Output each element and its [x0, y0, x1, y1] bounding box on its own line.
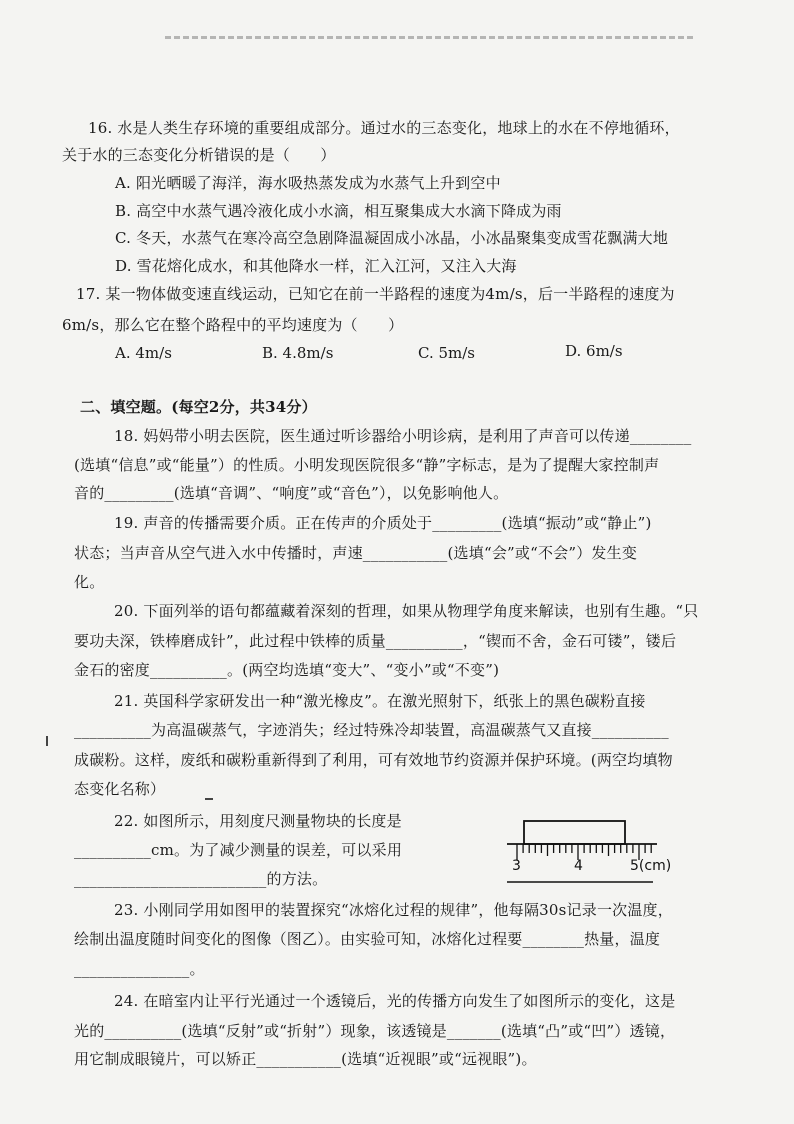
- ruler-label-4: 4: [574, 858, 583, 874]
- q19-line-1: 19. 声音的传播需要介质。正在传声的介质处于_________(选填“振动”或“静止”): [114, 514, 652, 532]
- q17-option-c: C. 5m/s: [418, 344, 475, 362]
- q17-option-d: D. 6m/s: [565, 342, 623, 360]
- q21-line-3: 成碳粉。这样，废纸和碳粉重新得到了利用，可有效地节约资源并保护环境。(两空均填物: [74, 751, 673, 769]
- measured-block: [524, 821, 625, 844]
- margin-mark: [46, 736, 48, 746]
- q20-line-1: 20. 下面列举的语句都蕴藏着深刻的哲理，如果从物理学角度来解读，也别有生趣。“只: [114, 602, 699, 620]
- q22-line-1: 22. 如图所示，用刻度尺测量物块的长度是: [114, 812, 402, 830]
- q21-line-2: __________为高温碳蒸气，字迹消失；经过特殊冷却装置，高温碳蒸气又直接__________: [74, 721, 669, 739]
- q17-stem: 17. 某一物体做变速直线运动，已知它在前一半路程的速度为4m/s，后一半路程的速度为: [76, 285, 675, 303]
- q20-line-2: 要功夫深，铁棒磨成针”，此过程中铁棒的质量__________，“锲而不舍，金石可镂”，镂后: [74, 632, 677, 650]
- q20-line-3: 金石的密度__________。(两空均选填“变大”、“变小”或“不变”): [74, 661, 500, 679]
- q24-line-3: 用它制成眼镜片，可以矫正___________(选填“近视眼”或“远视眼”)。: [74, 1050, 537, 1068]
- q22-line-2: __________cm。为了减少测量的误差，可以采用: [74, 841, 403, 859]
- q17-stem-cont: 6m/s，那么它在整个路程中的平均速度为（ ）: [62, 316, 404, 334]
- ruler-drawing: [503, 818, 663, 888]
- q16-option-d: D. 雪花熔化成水，和其他降水一样，汇入江河，又注入大海: [115, 257, 517, 275]
- q22-line-3: _________________________的方法。: [74, 870, 328, 888]
- q23-line-1: 23. 小刚同学用如图甲的装置探究“冰熔化过程的规律”，他每隔30s记录一次温度，: [114, 901, 673, 919]
- q17-option-a: A. 4m/s: [115, 344, 172, 362]
- q16-option-c: C. 冬天，水蒸气在寒冷高空急剧降温凝固成小冰晶，小冰晶聚集变成雪花飘满大地: [115, 229, 669, 247]
- ruler-label-5cm: 5(cm): [630, 858, 672, 874]
- q21-line-1: 21. 英国科学家研发出一种“激光橡皮”。在激光照射下，纸张上的黑色碳粉直接: [114, 692, 646, 710]
- q17-option-b: B. 4.8m/s: [262, 344, 334, 362]
- q23-line-2: 绘制出温度随时间变化的图像（图乙）。由实验可知，冰熔化过程要________热量，温度: [74, 930, 661, 948]
- q16-option-b: B. 高空中水蒸气遇冷液化成小水滴，相互聚集成大水滴下降成为雨: [115, 202, 562, 220]
- q16-option-a: A. 阳光晒暖了海洋，海水吸热蒸发成为水蒸气上升到空中: [115, 174, 501, 192]
- q23-line-3: _______________。: [74, 960, 205, 978]
- q16-stem: 16. 水是人类生存环境的重要组成部分。通过水的三态变化，地球上的水在不停地循环，: [88, 119, 680, 137]
- q18-line-3: 音的_________(选填“音调”、“响度”或“音色”），以免影响他人。: [74, 484, 509, 502]
- stray-mark: [205, 798, 213, 800]
- q21-line-4: 态变化名称）: [74, 780, 166, 798]
- q18-line-1: 18. 妈妈带小明去医院，医生通过听诊器给小明诊病，是利用了声音可以传递________: [114, 427, 692, 445]
- q16-stem-cont: 关于水的三态变化分析错误的是（ ）: [62, 146, 336, 164]
- q19-line-3: 化。: [74, 573, 105, 591]
- section-heading: 二、填空题。(每空2分，共34分）: [80, 398, 317, 416]
- ruler-figure: [503, 818, 672, 888]
- q24-line-1: 24. 在暗室内让平行光通过一个透镜后，光的传播方向发生了如图所示的变化，这是: [114, 992, 676, 1010]
- ruler-label-3: 3: [512, 858, 521, 874]
- q24-line-2: 光的__________(选填“反射”或“折射”）现象，该透镜是_______(选填“凸”或“凹”）透镜，: [74, 1022, 676, 1040]
- q19-line-2: 状态；当声音从空气进入水中传播时，声速___________(选填“会”或“不会”）发生变: [74, 544, 638, 562]
- q18-line-2: (选填“信息”或“能量”）的性质。小明发现医院很多“静”字标志，是为了提醒大家控制声: [74, 456, 660, 474]
